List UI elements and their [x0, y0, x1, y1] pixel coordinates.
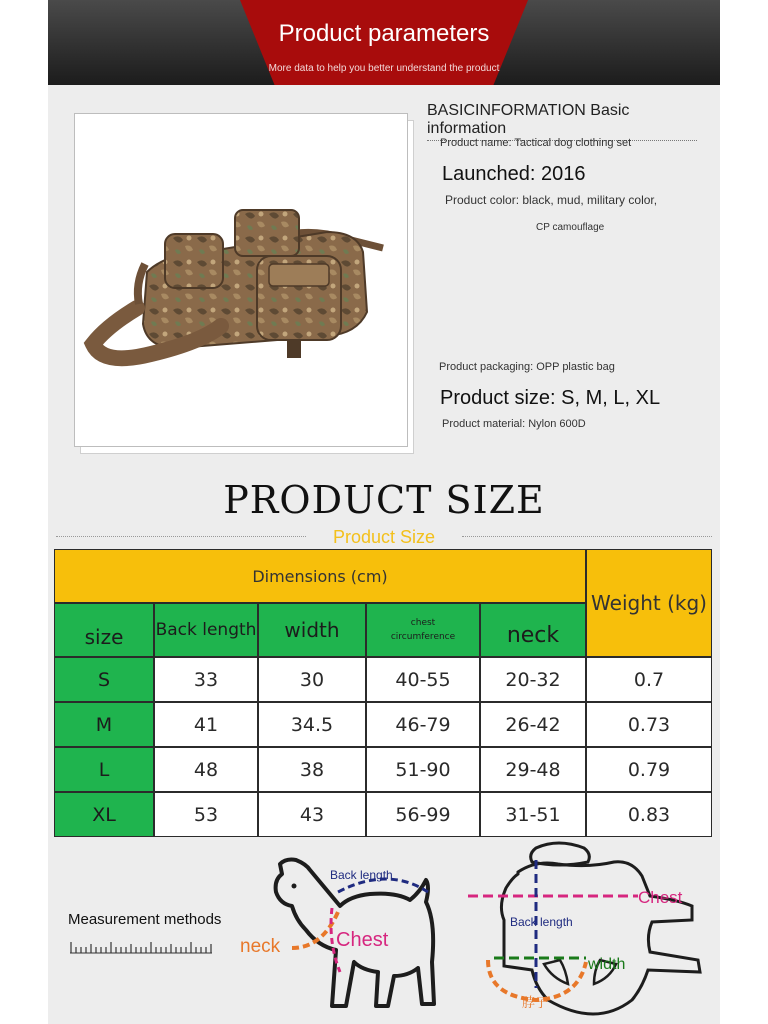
col-header-chest: chest circumference — [366, 603, 480, 657]
row-l-width: 38 — [258, 747, 366, 792]
product-size-line: Product size: S, M, L, XL — [440, 387, 661, 409]
row-s-size: S — [54, 657, 154, 702]
page-subtitle: More data to help you better understand the product — [268, 63, 500, 74]
row-l-weight: 0.79 — [586, 747, 712, 792]
row-s-chest: 40-55 — [366, 657, 480, 702]
row-l-chest: 51-90 — [366, 747, 480, 792]
vest-chest-label: Chest — [638, 888, 683, 907]
dog-neck-label: neck — [240, 936, 281, 957]
product-material: Product material: Nylon 600D — [442, 418, 586, 430]
row-l-neck: 29-48 — [480, 747, 586, 792]
row-xl-chest: 56-99 — [366, 792, 480, 837]
row-xl-width: 43 — [258, 792, 366, 837]
row-xl-size: XL — [54, 792, 154, 837]
measurement-methods-label: Measurement methods — [68, 911, 222, 928]
row-m-neck: 26-42 — [480, 702, 586, 747]
row-l-size: L — [54, 747, 154, 792]
basic-info-heading: BASICINFORMATION Basic information — [427, 102, 697, 141]
product-name: Product name: Tactical dog clothing set — [440, 137, 632, 149]
row-s-weight: 0.7 — [586, 657, 712, 702]
vest-back-length-label: Back length — [510, 915, 573, 929]
row-m-back: 41 — [154, 702, 258, 747]
dog-chest-label: Chest — [336, 929, 389, 951]
vest-width-label: width — [588, 956, 626, 973]
col-header-width: width — [258, 603, 366, 657]
page — [48, 0, 720, 1024]
product-color: Product color: black, mud, military color, — [445, 193, 658, 207]
vest-neck-label: 脖子 — [522, 995, 549, 1010]
dog-back-length-label: Back length — [330, 868, 393, 882]
product-color-cont: CP camouflage — [536, 222, 605, 233]
product-packaging: Product packaging: OPP plastic bag — [439, 361, 615, 373]
row-xl-neck: 31-51 — [480, 792, 586, 837]
col-header-neck: neck — [480, 603, 586, 657]
col-header-back-length: Back length — [154, 603, 258, 657]
row-m-chest: 46-79 — [366, 702, 480, 747]
product-photo — [74, 113, 408, 447]
row-xl-back: 53 — [154, 792, 258, 837]
row-xl-weight: 0.83 — [586, 792, 712, 837]
dimensions-header: Dimensions (cm) — [54, 549, 586, 603]
row-l-back: 48 — [154, 747, 258, 792]
row-s-neck: 20-32 — [480, 657, 586, 702]
launched-year: Launched: 2016 — [442, 163, 586, 185]
dog-harness-image — [75, 114, 407, 446]
row-s-width: 30 — [258, 657, 366, 702]
page-title: Product parameters — [278, 20, 490, 47]
size-section-subtitle: Product Size — [332, 527, 436, 547]
row-m-size: M — [54, 702, 154, 747]
col-header-size: size — [54, 603, 154, 657]
row-m-weight: 0.73 — [586, 702, 712, 747]
weight-header: Weight (kg) — [586, 549, 712, 657]
size-section-title: PRODUCT SIZE — [223, 478, 545, 522]
row-m-width: 34.5 — [258, 702, 366, 747]
header-banner — [48, 0, 720, 85]
row-s-back: 33 — [154, 657, 258, 702]
